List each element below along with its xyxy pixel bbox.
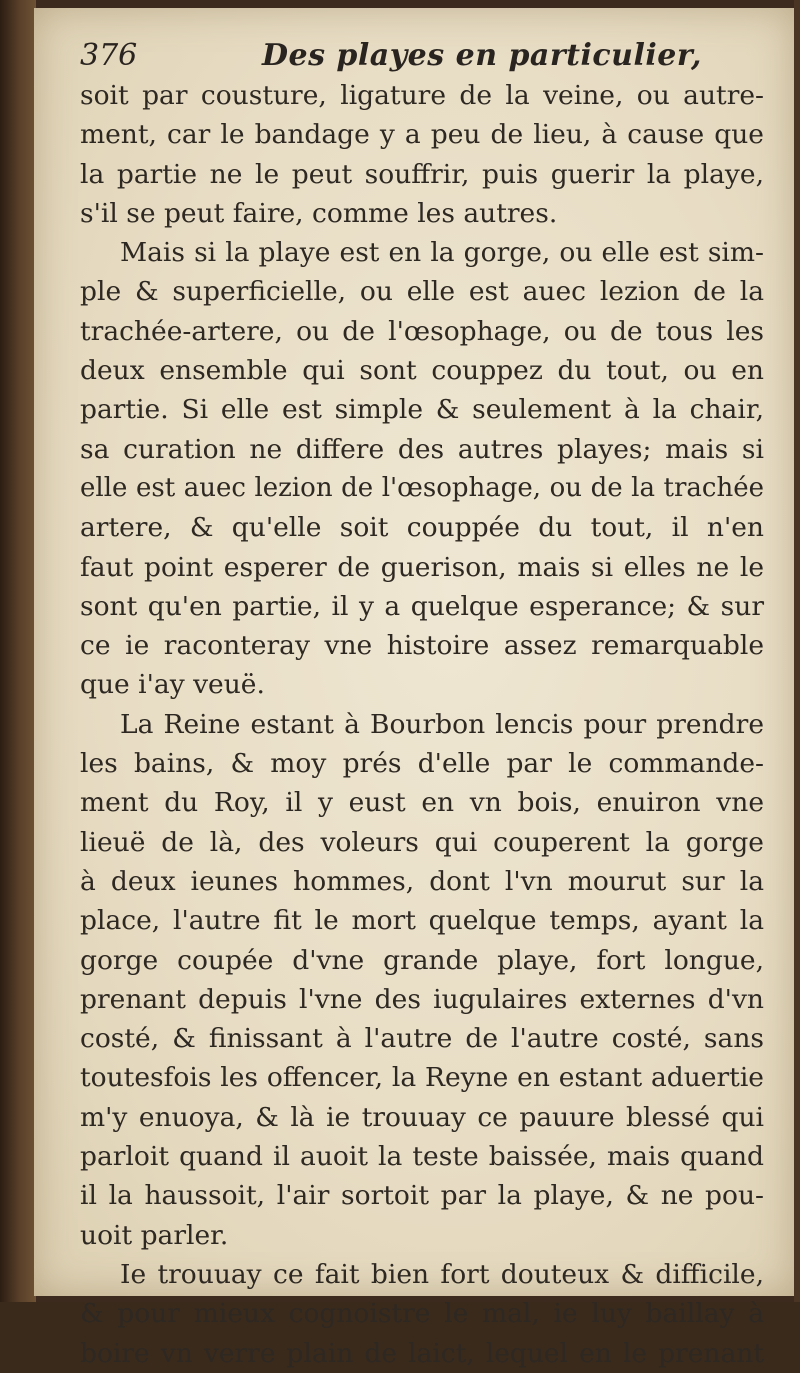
text-line: uoit parler. — [80, 1219, 229, 1251]
text-line: gorge coupée d'vne grande playe, fort longue, — [80, 944, 764, 976]
text-line: parloit quand il auoit la teste baissée, mais quand — [80, 1141, 764, 1173]
text-line: les bains, & moy prés d'elle par le commande- — [80, 748, 764, 780]
text-line: La Reine estant à Bourbon lencis pour prendre — [120, 708, 764, 740]
text-line: m'y enuoya, & là ie trouuay ce pauure blessé qui — [80, 1101, 764, 1133]
text-line: & pour mieux cognoistre le mal, ie luy baillay à — [80, 1298, 764, 1330]
text-line: soit par cousture, ligature de la veine, ou autre- — [80, 80, 764, 111]
text-line: deux ensemble qui sont couppez du tout, ou en — [80, 355, 764, 387]
text-line: elle est auec lezion de l'œsophage, ou de la trachée — [80, 472, 764, 503]
text-line: s'il se peut faire, comme les autres. — [80, 197, 558, 229]
text-line: lieuë de là, des voleurs qui couperent la gorge — [80, 826, 764, 858]
text-line: la partie ne le peut souffrir, puis guerir la playe, — [80, 158, 764, 190]
text-line: boire vn verre plain de laict, lequel en le prenant — [80, 1337, 764, 1369]
text-line: ple & superficielle, ou elle est auec lezion de la — [80, 276, 764, 308]
text-line: à deux ieunes hommes, dont l'vn mourut sur la — [80, 865, 764, 897]
page-number: 376 — [80, 38, 138, 73]
text-line: Ie trouuay ce fait bien fort douteux & difficile, — [120, 1258, 764, 1290]
text-line: ce ie raconteray vne histoire assez remarquable — [80, 630, 764, 662]
book-binding — [0, 0, 36, 1302]
text-line: trachée-artere, ou de l'œsophage, ou de tous les — [80, 315, 764, 347]
text-line: sont qu'en partie, il y a quelque esperance; & sur — [80, 590, 764, 622]
text-line: prenant depuis l'vne des iugulaires externes d'vn — [80, 983, 764, 1015]
text-line: sa curation ne differe des autres playes; mais si — [80, 433, 764, 465]
text-line: partie. Si elle est simple & seulement à la chair, — [80, 394, 764, 426]
text-line: faut point esperer de guerison, mais si elles ne le — [80, 551, 764, 583]
text-line: que i'ay veuë. — [80, 669, 265, 701]
text-line: ment du Roy, il y eust en vn bois, enuiron vne — [80, 787, 764, 819]
text-line: Mais si la playe est en la gorge, ou elle est sim- — [120, 237, 764, 269]
text-line: place, l'autre fit le mort quelque temps, ayant la — [80, 905, 764, 937]
page-edge — [794, 0, 800, 1302]
body-text — [80, 76, 764, 1373]
text-line: il la haussoit, l'air sortoit par la playe, & ne pou- — [80, 1180, 764, 1212]
text-line: ment, car le bandage y a peu de lieu, à cause que — [80, 119, 764, 151]
text-line: costé, & finissant à l'autre de l'autre costé, sans — [80, 1023, 764, 1055]
text-line: toutesfois les offencer, la Reyne en estant aduertie — [80, 1062, 764, 1094]
text-line: artere, & qu'elle soit couppée du tout, il n'en — [80, 512, 764, 544]
running-head: Des playes en particulier, — [262, 38, 702, 73]
